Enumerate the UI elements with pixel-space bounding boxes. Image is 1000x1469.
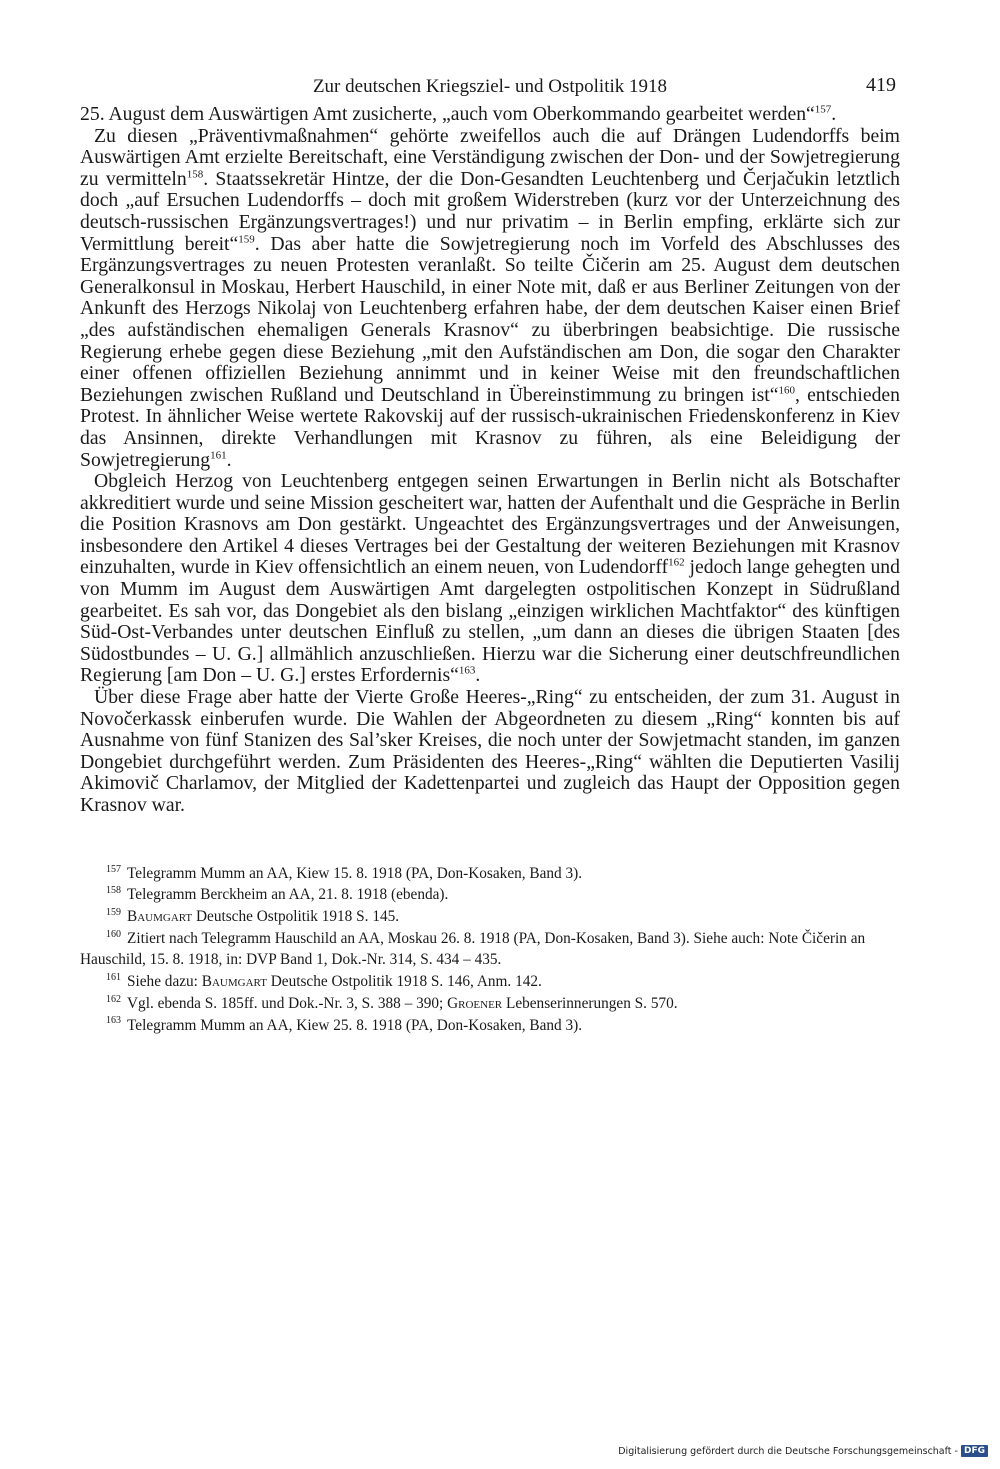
text-run: Siehe dazu: — [127, 973, 202, 991]
footnote — [80, 884, 900, 906]
author-name: Baumgart — [201, 973, 267, 991]
author-name: Groener — [447, 994, 503, 1012]
text-run: Telegramm Mumm an AA, Kiew 25. 8. 1918 (PA, Don-Kosaken, Band 3). — [127, 1016, 583, 1034]
text-run: . Das aber hatte die Sowjetregierung noch im Vorfeld des Abschlusses des Ergänzungsvertrages zu neuen Protesten veranlaßt. So teilte Čičerin am 25. August dem deutschen Generalkonsul in Moskau, Herbert Hauschild, in einer Note mit, daß er aus Berliner Zeitungen von der Ankunft des Herzogs Nikolaj von Leuchtenberg erfahren habe, der dem deutschen Kaiser einen Brief „des aufständischen ehemaligen Generals Krasnov“ zu überbringen beabsichtige. Die russische Regierung erhebe gegen diese Beziehung „mit den Aufständischen am Don, die sogar den Charakter einer offenen offiziellen Beziehung annimmt und in keiner Weise mit den freundschaftlichen Beziehungen zwischen Rußland und Deutschland in Übereinstimmung zu bringen ist“ — [80, 232, 901, 406]
text-run: Zitiert nach Telegramm Hauschild an AA, Moskau 26. 8. 1918 (PA, Don-Kosaken, Band 3). Siehe auch: Note Čičerin an Hauschild, 15. 8. 1918, in: DVP Band 1, Dok.-Nr. 314, S. 434 – 435. — [80, 929, 866, 969]
footnotes — [80, 863, 900, 1037]
footnote-reference: 162 — [668, 556, 685, 569]
text-run: . — [475, 664, 481, 687]
dfg-logo: DFG — [961, 1445, 988, 1457]
text-run: Lebenserinnerungen S. 570. — [502, 994, 678, 1012]
body-text — [80, 104, 900, 817]
text-run: Obgleich Herzog von Leuchtenberg entgegen seinen Erwartungen in Berlin nicht als Botschafter akkreditiert wurde und seine Mission gescheitert war, hatten der Aufenthalt und die Gespräche in Berlin die Position Krasnovs am Don gestärkt. Ungeachtet des Ergänzungsvertrages und der Anweisungen, insbesondere den Artikel 4 dieses Vertrages bei der Gestaltung der weiteren Beziehungen mit Krasnov einzuhalten, wurde in Kiev offensichtlich an einem neuen, von Ludendorff — [80, 470, 900, 579]
text-run: Zu diesen „Präventivmaßnahmen“ gehörte zweifellos auch die auf Drängen Ludendorffs beim Auswärtigen Amt erzielte Bereitschaft, eine Verständigung zwischen der Don- und der Sowjetregierung zu vermitteln — [80, 124, 900, 190]
text-run: . Staatssekretär Hintze, der die Don-Gesandten Leuchtenberg und Čerjačukin letztlich doch „auf Ersuchen Ludendorffs – doch mit großem Widerstreben (kurz vor der Unterzeichnung des deutsch-russischen Ergänzungsvertrages!) und nur privatim – in Berlin empfing, erklärte sich zur Vermittlung bereit“ — [80, 167, 901, 255]
text-run: Deutsche Ostpolitik 1918 S. 146, Anm. 142. — [266, 973, 542, 991]
footnote-reference: 160 — [778, 384, 795, 397]
footnote — [80, 1015, 900, 1037]
footnote — [80, 928, 900, 971]
text-run: , entschieden Protest. In ähnlicher Weise wertete Rakovskij auf der russisch-ukrainischen Friedenskonferenz in Kiev das Ansinnen, direkte Verhandlungen mit Krasnov zu führen, als eine Beleidigung der Sowjetregierung — [80, 383, 900, 471]
text-run: Telegramm Berckheim an AA, 21. 8. 1918 (ebenda). — [127, 886, 449, 904]
text-run: jedoch lange gehegten und von Mumm im August dem Auswärtigen Amt dargelegten ostpolitischen Konzept in Südrußland gearbeitet. Es sah vor, das Dongebiet als den bislang „einzigen wirklichen Machtfaktor“ des künftigen Süd-Ost-Verbandes unter deutschen Einfluß zu stellen, „um dann an dieses die übrigen Staaten [des Südostbundes – U. G.] allmählich anzuschließen. Hierzu war die Sicherung einer deutschfreundlichen Regierung [am Don – U. G.] erstes Erfordernis“ — [80, 556, 900, 687]
page-number: 419 — [866, 74, 896, 96]
footnote — [80, 971, 900, 993]
running-header — [80, 70, 900, 104]
text-run: Deutsche Ostpolitik 1918 S. 145. — [192, 908, 400, 925]
footnote-number: 159 — [106, 906, 121, 918]
dfg-credit — [618, 1445, 988, 1457]
footnote — [80, 863, 900, 885]
author-name: Baumgart — [127, 908, 193, 925]
running-title: Zur deutschen Kriegsziel- und Ostpolitik 1918 — [312, 76, 668, 97]
footnote-reference: 163 — [458, 664, 476, 677]
text-run: Vgl. ebenda S. 185ff. und Dok.-Nr. 3, S. 388 – 390; — [127, 994, 448, 1012]
paragraph — [80, 471, 900, 687]
footnote-reference: 158 — [186, 168, 204, 181]
text-run: . — [831, 103, 837, 125]
footnote-number: 158 — [106, 885, 121, 897]
footnote-reference: 159 — [238, 233, 255, 245]
footnote-reference: 157 — [814, 103, 832, 116]
text-run: 25. August dem Auswärtigen Amt zusicherte, „auch vom Oberkommando gearbeitet werden“ — [80, 103, 815, 125]
footnote — [80, 906, 900, 928]
credit-text: Digitalisierung gefördert durch die Deutsche Forschungsgemeinschaft - — [618, 1445, 958, 1457]
paragraph — [80, 687, 900, 817]
document-page — [80, 70, 900, 1036]
footnote-number: 163 — [106, 1015, 121, 1027]
text-run: . — [226, 448, 232, 471]
text-run: Telegramm Mumm an AA, Kiew 15. 8. 1918 (PA, Don-Kosaken, Band 3). — [127, 864, 583, 882]
paragraph — [80, 126, 900, 472]
footnote-number: 162 — [106, 993, 121, 1005]
text-run: Über diese Frage aber hatte der Vierte Große Heeres-„Ring“ zu entscheiden, der zum 31. August in Novočerkassk einberufen wurde. Die Wahlen der Abgeordneten zu diesem „Ring“ konnten bis auf Ausnahme von fünf Stanizen des Sal’sker Kreises, die noch unter der Sowjetmacht standen, im ganzen Dongebiet durchgeführt werden. Zum Präsidenten des Heeres-„Ring“ wählten die Deputierten Vasilij Akimovič Charlamov, der Mitglied der Kadettenpartei und zugleich das Haupt der Opposition gegen Krasnov war. — [80, 686, 900, 816]
paragraph — [80, 104, 900, 126]
footnote-number: 160 — [106, 928, 121, 940]
footnote-number: 157 — [106, 863, 121, 875]
footnote — [80, 993, 900, 1015]
footnote-number: 161 — [106, 972, 121, 984]
footnote-reference: 161 — [210, 448, 227, 461]
